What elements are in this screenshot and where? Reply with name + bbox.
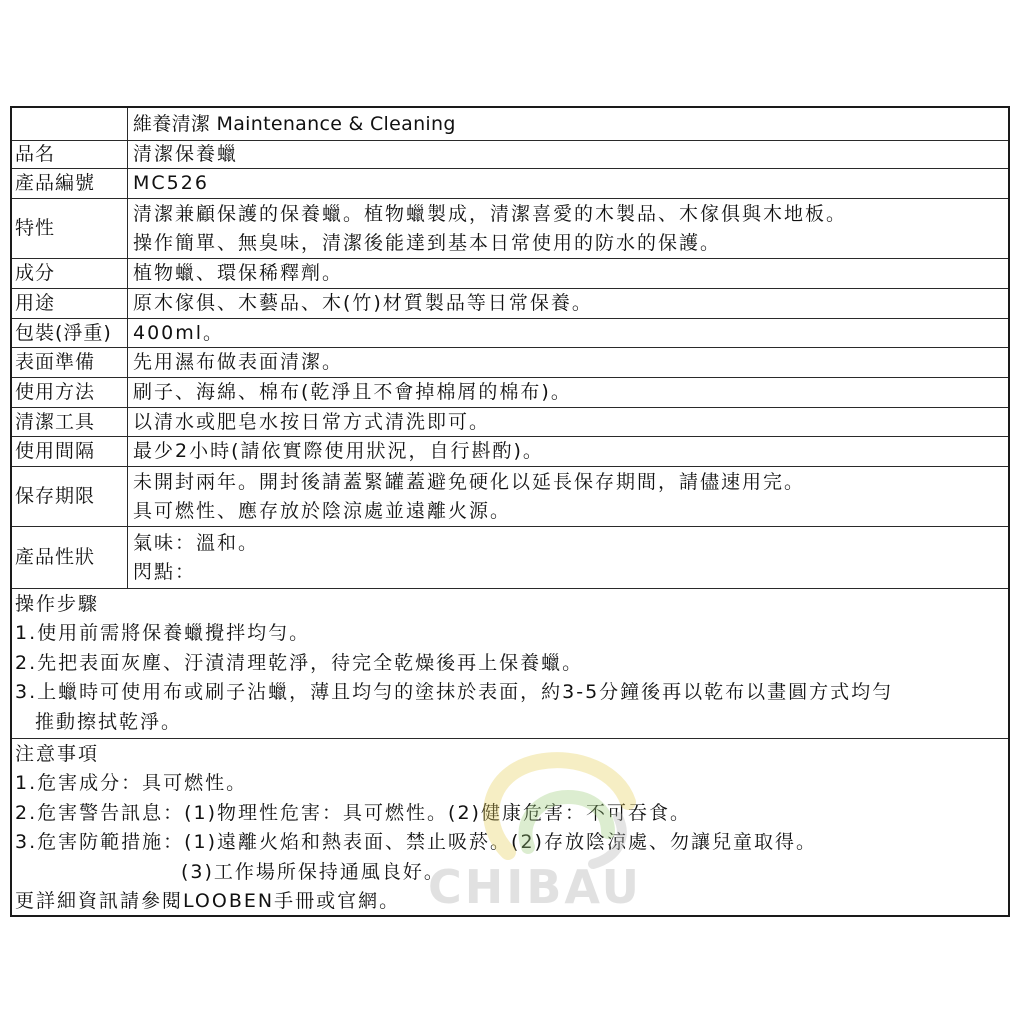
- spec-value-text: 清潔兼顧保護的保養蠟。植物蠟製成，清潔喜愛的木製品、木傢俱與木地板。: [133, 202, 848, 225]
- spec-value: [128, 259, 1008, 288]
- spec-label-text: 保存期限: [15, 485, 96, 507]
- spec-row-header: [12, 108, 1008, 141]
- notes-title: 注意事項: [15, 743, 100, 765]
- spec-label: [12, 141, 128, 168]
- spec-value-text: 植物蠟、環保稀釋劑。: [133, 262, 344, 284]
- spec-label-text: 特性: [15, 217, 56, 239]
- spec-label-text: 表面準備: [15, 351, 96, 373]
- spec-label-text: 用途: [15, 292, 56, 314]
- spec-sheet-table: [10, 106, 1010, 917]
- step-item-continuation: 推動擦拭乾淨。: [35, 710, 183, 733]
- spec-value-header: [128, 108, 1008, 140]
- spec-value: [128, 289, 1008, 318]
- spec-label: [12, 169, 128, 198]
- notes-block: [12, 739, 821, 915]
- spec-row-properties: [12, 527, 1008, 589]
- spec-label: [12, 289, 128, 318]
- spec-row-interval: [12, 437, 1008, 467]
- spec-label-text: 產品性狀: [15, 546, 96, 568]
- spec-label-text: 清潔工具: [15, 410, 96, 433]
- spec-value-text: 清潔保養蠟: [133, 143, 239, 165]
- spec-row-tool-cleaning: [12, 408, 1008, 437]
- spec-row-product-name: [12, 141, 1008, 169]
- steps-block: [12, 589, 897, 738]
- spec-value: [128, 141, 1008, 168]
- spec-row-features: [12, 199, 1008, 259]
- spec-value-text: 氣味：溫和。: [133, 531, 260, 554]
- spec-value: [128, 437, 1008, 466]
- spec-value: [128, 467, 1008, 526]
- spec-label: [12, 408, 128, 436]
- spec-value-text: 操作簡單、無臭味，清潔後能達到基本日常使用的防水的保護。: [133, 231, 722, 254]
- notes-section: [12, 739, 1008, 915]
- notes-footer: 更詳細資訊請參閱LOOBEN手冊或官網。: [15, 890, 401, 913]
- spec-label-text: 使用間隔: [15, 440, 96, 462]
- spec-label-text: 包裝(淨重): [15, 321, 112, 344]
- spec-row-surface-prep: [12, 348, 1008, 378]
- spec-value-text: MC526: [133, 172, 209, 194]
- spec-value-text: 400ml。: [133, 321, 225, 344]
- spec-label: [12, 199, 128, 258]
- spec-label: [12, 437, 128, 466]
- spec-value: [128, 199, 1008, 258]
- spec-label: [12, 527, 128, 588]
- spec-value-text: 刷子、海綿、棉布(乾淨且不會掉棉屑的棉布)。: [133, 381, 572, 403]
- spec-label-text: 產品編號: [15, 172, 96, 194]
- note-item: 1.危害成分：具可燃性。: [15, 772, 248, 795]
- spec-label: [12, 378, 128, 407]
- spec-label: [12, 348, 128, 377]
- spec-label: [12, 319, 128, 347]
- spec-value: [128, 378, 1008, 407]
- step-item: 2.先把表面灰塵、汙漬清理乾淨，待完全乾燥後再上保養蠟。: [15, 651, 584, 674]
- spec-value: [128, 408, 1008, 436]
- spec-value-text: 原木傢俱、木藝品、木(竹)材質製品等日常保養。: [133, 292, 593, 314]
- spec-value-text: 最少2小時(請依實際使用狀況，自行斟酌)。: [133, 440, 544, 462]
- spec-row-method: [12, 378, 1008, 408]
- spec-value-text: 具可燃性、應存放於陰涼處並遠離火源。: [133, 499, 512, 522]
- spec-value-text: 閃點：: [133, 560, 197, 583]
- spec-label-text: 使用方法: [15, 381, 96, 403]
- spec-value-text: 以清水或肥皂水按日常方式清洗即可。: [133, 410, 491, 433]
- step-item: 3.上蠟時可使用布或刷子沾蠟，薄且均勻的塗抹於表面，約3-5分鐘後再以乾布以畫圓方式均勻: [15, 681, 894, 704]
- note-item: 3.危害防範措施：(1)遠離火焰和熱表面、禁止吸菸。(2)存放陰涼處、勿讓兒童取得。: [15, 831, 817, 854]
- spec-value-text: 先用濕布做表面清潔。: [133, 351, 344, 373]
- spec-value: [128, 348, 1008, 377]
- spec-value: [128, 319, 1008, 347]
- spec-value: [128, 527, 1008, 588]
- spec-row-usage: [12, 289, 1008, 319]
- step-item: 1.使用前需將保養蠟攪拌均勻。: [15, 622, 311, 645]
- note-item: 2.危害警告訊息：(1)物理性危害：具可燃性。(2)健康危害：不可吞食。: [15, 801, 691, 824]
- spec-label-empty: [12, 108, 128, 140]
- spec-label: [12, 467, 128, 526]
- steps-section: [12, 589, 1008, 739]
- note-item-continuation: (3)工作場所保持通風良好。: [181, 860, 445, 883]
- spec-row-ingredients: [12, 259, 1008, 289]
- spec-value-text: 未開封兩年。開封後請蓋緊罐蓋避免硬化以延長保存期間，請儘速用完。: [133, 470, 806, 493]
- steps-title: 操作步驟: [15, 593, 100, 615]
- spec-row-shelf-life: [12, 467, 1008, 527]
- spec-label-text: 成分: [15, 262, 56, 284]
- spec-row-product-code: [12, 169, 1008, 199]
- watermark-text: CHIBAU: [428, 860, 642, 914]
- spec-label: [12, 259, 128, 288]
- spec-header-title: 維養清潔 Maintenance & Cleaning: [133, 112, 456, 135]
- spec-value: [128, 169, 1008, 198]
- spec-label-text: 品名: [15, 143, 56, 165]
- spec-row-package: [12, 319, 1008, 348]
